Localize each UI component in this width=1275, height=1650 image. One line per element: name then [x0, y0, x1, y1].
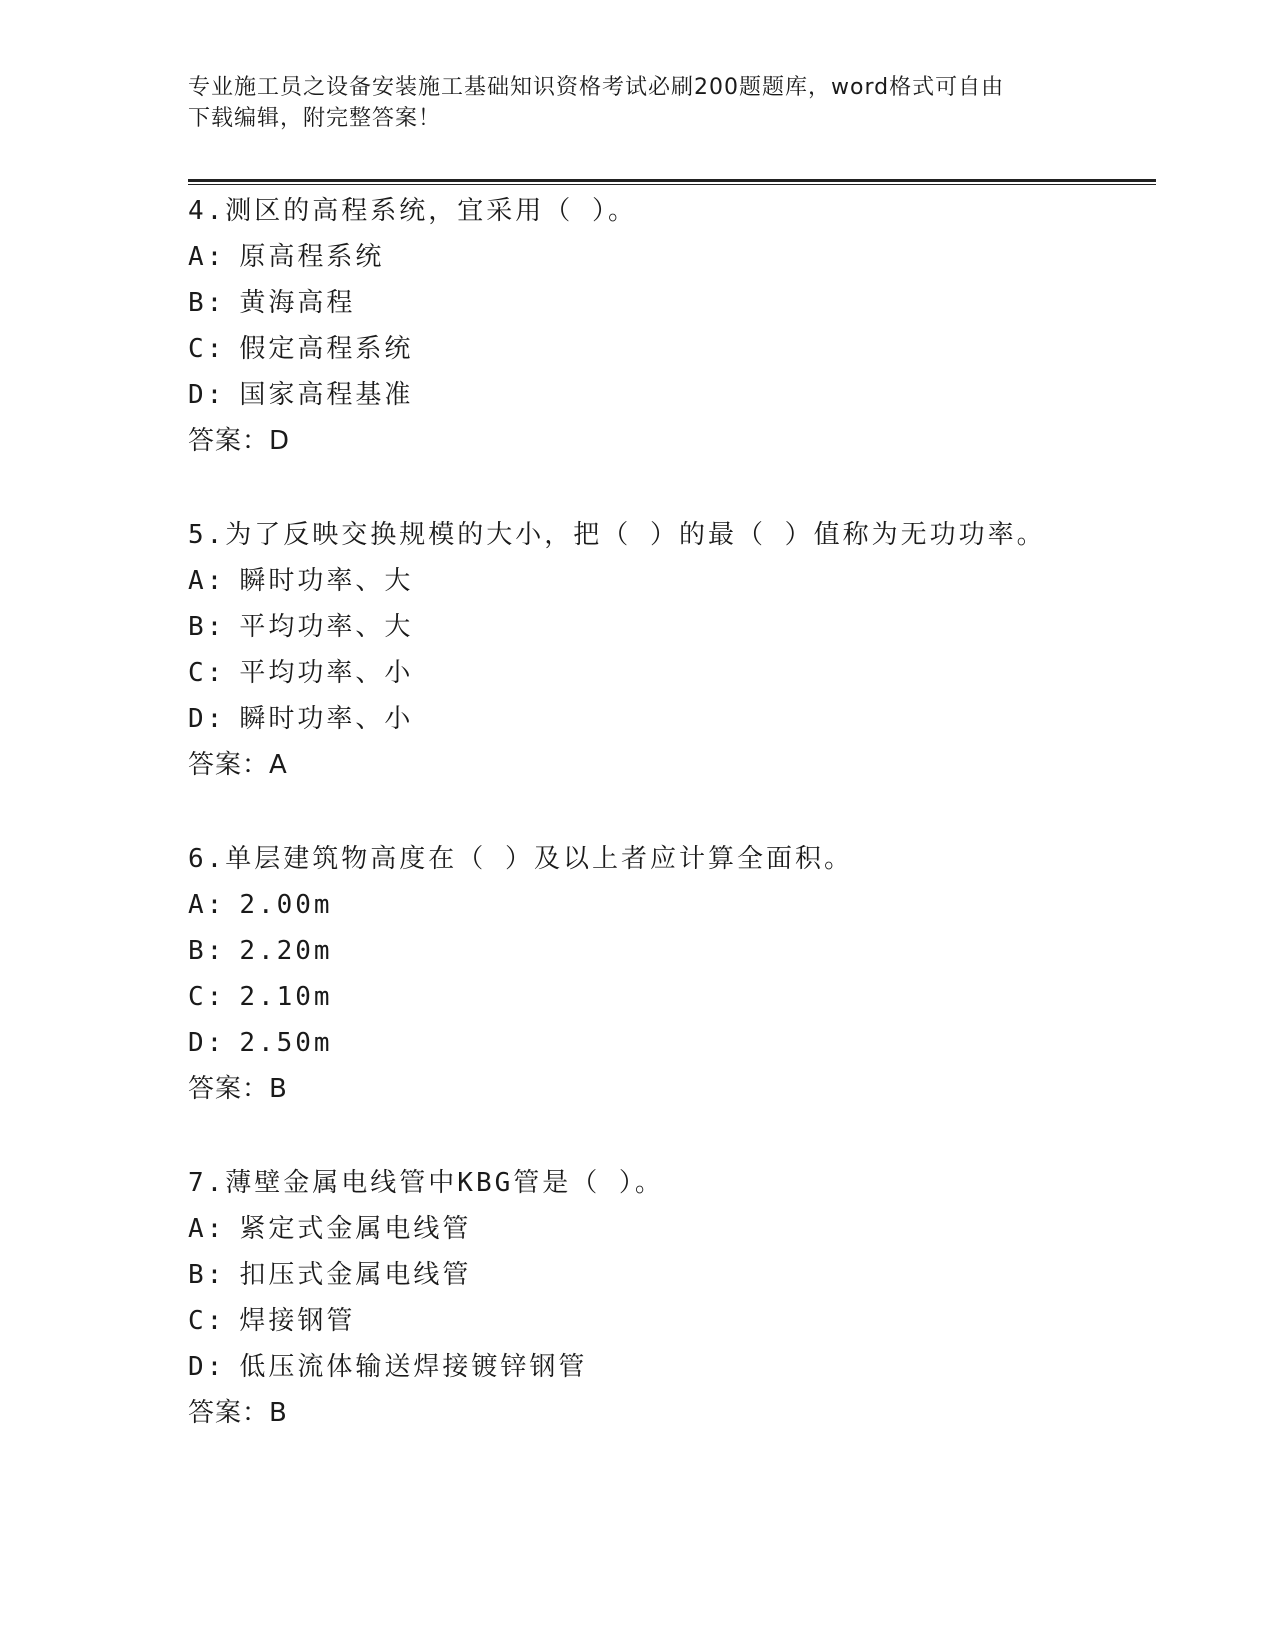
option-text: 2.00m	[239, 890, 333, 920]
option-c	[188, 974, 1156, 1020]
option-b	[188, 604, 1156, 650]
option-letter: B:	[188, 936, 226, 966]
option-letter: A:	[188, 566, 226, 596]
option-text: 国家高程基准	[239, 380, 414, 410]
option-b	[188, 1252, 1156, 1298]
question-6	[188, 836, 1156, 1112]
option-letter: D:	[188, 380, 226, 410]
header-divider-thin	[188, 184, 1156, 185]
option-letter: A:	[188, 890, 226, 920]
answer-line: 答案：B	[188, 1074, 288, 1104]
option-text: 平均功率、小	[239, 658, 414, 688]
option-text: 2.10m	[239, 982, 333, 1012]
option-text: 原高程系统	[239, 242, 385, 272]
option-text: 瞬时功率、小	[239, 704, 414, 734]
option-text: 低压流体输送焊接镀锌钢管	[239, 1352, 588, 1382]
option-letter: B:	[188, 612, 226, 642]
option-a	[188, 558, 1156, 604]
question-7	[188, 1160, 1156, 1436]
option-text: 紧定式金属电线管	[239, 1214, 472, 1244]
option-text: 焊接钢管	[239, 1306, 356, 1336]
option-text: 2.50m	[239, 1028, 333, 1058]
header-divider-thick	[188, 179, 1156, 182]
option-text: 2.20m	[239, 936, 333, 966]
question-stem: 5.为了反映交换规模的大小，把（ ）的最（ ）值称为无功功率。	[188, 520, 1046, 550]
option-a	[188, 1206, 1156, 1252]
option-text: 平均功率、大	[239, 612, 414, 642]
option-text: 扣压式金属电线管	[239, 1260, 472, 1290]
option-letter: A:	[188, 1214, 226, 1244]
option-text: 黄海高程	[239, 288, 356, 318]
answer-line: 答案：D	[188, 426, 291, 456]
option-a	[188, 234, 1156, 280]
option-letter: C:	[188, 658, 226, 688]
question-4	[188, 188, 1156, 464]
option-c	[188, 650, 1156, 696]
option-c	[188, 326, 1156, 372]
option-d	[188, 1020, 1156, 1066]
option-text: 假定高程系统	[239, 334, 414, 364]
question-list	[188, 188, 1156, 1484]
answer-line: 答案：A	[188, 750, 288, 780]
option-letter: B:	[188, 288, 226, 318]
question-stem: 7.薄壁金属电线管中KBG管是（ ）。	[188, 1168, 664, 1198]
header-line-2: 下载编辑，附完整答案！	[188, 106, 442, 131]
option-c	[188, 1298, 1156, 1344]
option-b	[188, 280, 1156, 326]
option-letter: A:	[188, 242, 226, 272]
question-stem: 4.测区的高程系统，宜采用（ ）。	[188, 196, 637, 226]
question-stem: 6.单层建筑物高度在（ ）及以上者应计算全面积。	[188, 844, 853, 874]
option-letter: B:	[188, 1260, 226, 1290]
option-letter: C:	[188, 334, 226, 364]
option-d	[188, 372, 1156, 418]
option-letter: C:	[188, 1306, 226, 1336]
question-5	[188, 512, 1156, 788]
answer-line: 答案：B	[188, 1398, 288, 1428]
option-b	[188, 928, 1156, 974]
header-line-1: 专业施工员之设备安装施工基础知识资格考试必刷200题题库，word格式可自由	[188, 75, 1005, 100]
option-letter: D:	[188, 704, 226, 734]
option-d	[188, 696, 1156, 742]
option-letter: D:	[188, 1352, 226, 1382]
option-a	[188, 882, 1156, 928]
document-header	[188, 72, 1088, 134]
option-text: 瞬时功率、大	[239, 566, 414, 596]
option-letter: D:	[188, 1028, 226, 1058]
option-d	[188, 1344, 1156, 1390]
option-letter: C:	[188, 982, 226, 1012]
